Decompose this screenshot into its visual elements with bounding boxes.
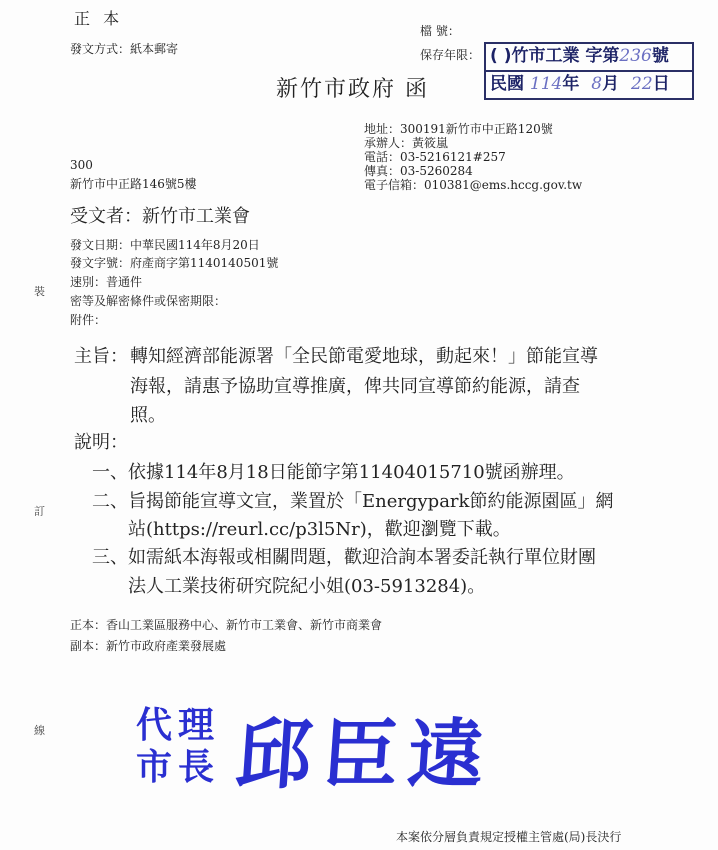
document-number: 發文字號：府產商字第1140140501號 [70, 256, 279, 270]
document-title: 新竹市政府 函 [276, 77, 429, 102]
margin-mark-bind: 裝 [34, 285, 45, 298]
sender-officer: 承辦人：黃筱嵐 [364, 136, 449, 150]
explanation-item-1: 一、依據114年8月18日能節字第11404015710號函辦理。 [92, 462, 575, 483]
subject-label: 主旨： [74, 346, 128, 367]
file-no-label: 檔 號： [420, 24, 460, 38]
margin-mark-stitch: 訂 [34, 505, 45, 518]
issue-date: 發文日期：中華民國114年8月20日 [70, 238, 260, 252]
sender-fax: 傳真：03-5260284 [364, 164, 473, 178]
explanation-item-3: 三、如需紙本海報或相關問題，歡迎洽詢本署委託執行單位財團 [92, 547, 596, 568]
sender-info [364, 122, 582, 192]
speed: 速別：普通件 [70, 275, 143, 289]
signature-role-top: 代理 [136, 705, 221, 746]
recipient-street: 新竹市中正路146號5樓 [70, 177, 197, 191]
receipt-stamp-date: 民國 114年 8月 22日 [484, 70, 694, 100]
secrecy: 密等及解密條件或保密期限： [70, 294, 227, 308]
distribution-copy: 副本：新竹市政府產業發展處 [70, 639, 227, 653]
retention-label: 保存年限： [420, 48, 481, 62]
receipt-stamp-number: ( )竹市工業 字第236號 [484, 42, 694, 72]
margin-mark-line: 線 [34, 724, 45, 737]
subject-line-2: 海報，請惠予協助宣導推廣，俾共同宣導節約能源，請查 [130, 376, 580, 397]
recipient: 受文者：新竹市工業會 [70, 206, 250, 227]
copy-type: 正 本 [74, 9, 124, 28]
subject-line-3: 照。 [130, 405, 166, 426]
signature-role-bottom: 市長 [136, 747, 221, 788]
sender-address: 地址：300191新竹市中正路120號 [364, 122, 553, 136]
explanation-item-2: 二、旨揭節能宣導文宣，業置於「Energypark節約能源園區」網 [92, 491, 614, 512]
sender-phone: 電話：03-5216121#257 [364, 150, 506, 164]
attachments: 附件： [70, 313, 107, 327]
sender-email: 電子信箱：010381@ems.hccg.gov.tw [364, 178, 583, 192]
subject-line-1: 轉知經濟部能源署「全民節電愛地球，動起來！」節能宣導 [130, 346, 598, 367]
delivery-method: 發文方式：紙本郵寄 [70, 42, 179, 56]
recipient-zip: 300 [70, 158, 93, 172]
distribution-original: 正本：香山工業區服務中心、新竹市工業會、新竹市商業會 [70, 618, 383, 632]
explanation-label: 說明： [74, 432, 128, 453]
delegation-note: 本案依分層負責規定授權主管處(局)長決行 [396, 830, 622, 844]
mayor-signature: 邱臣遠 [232, 710, 498, 799]
explanation-item-3-cont: 法人工業技術研究院紀小姐(03-5913284)。 [128, 576, 486, 597]
explanation-item-2-cont: 站(https://reurl.cc/p3l5Nr)，歡迎瀏覽下載。 [128, 519, 511, 540]
